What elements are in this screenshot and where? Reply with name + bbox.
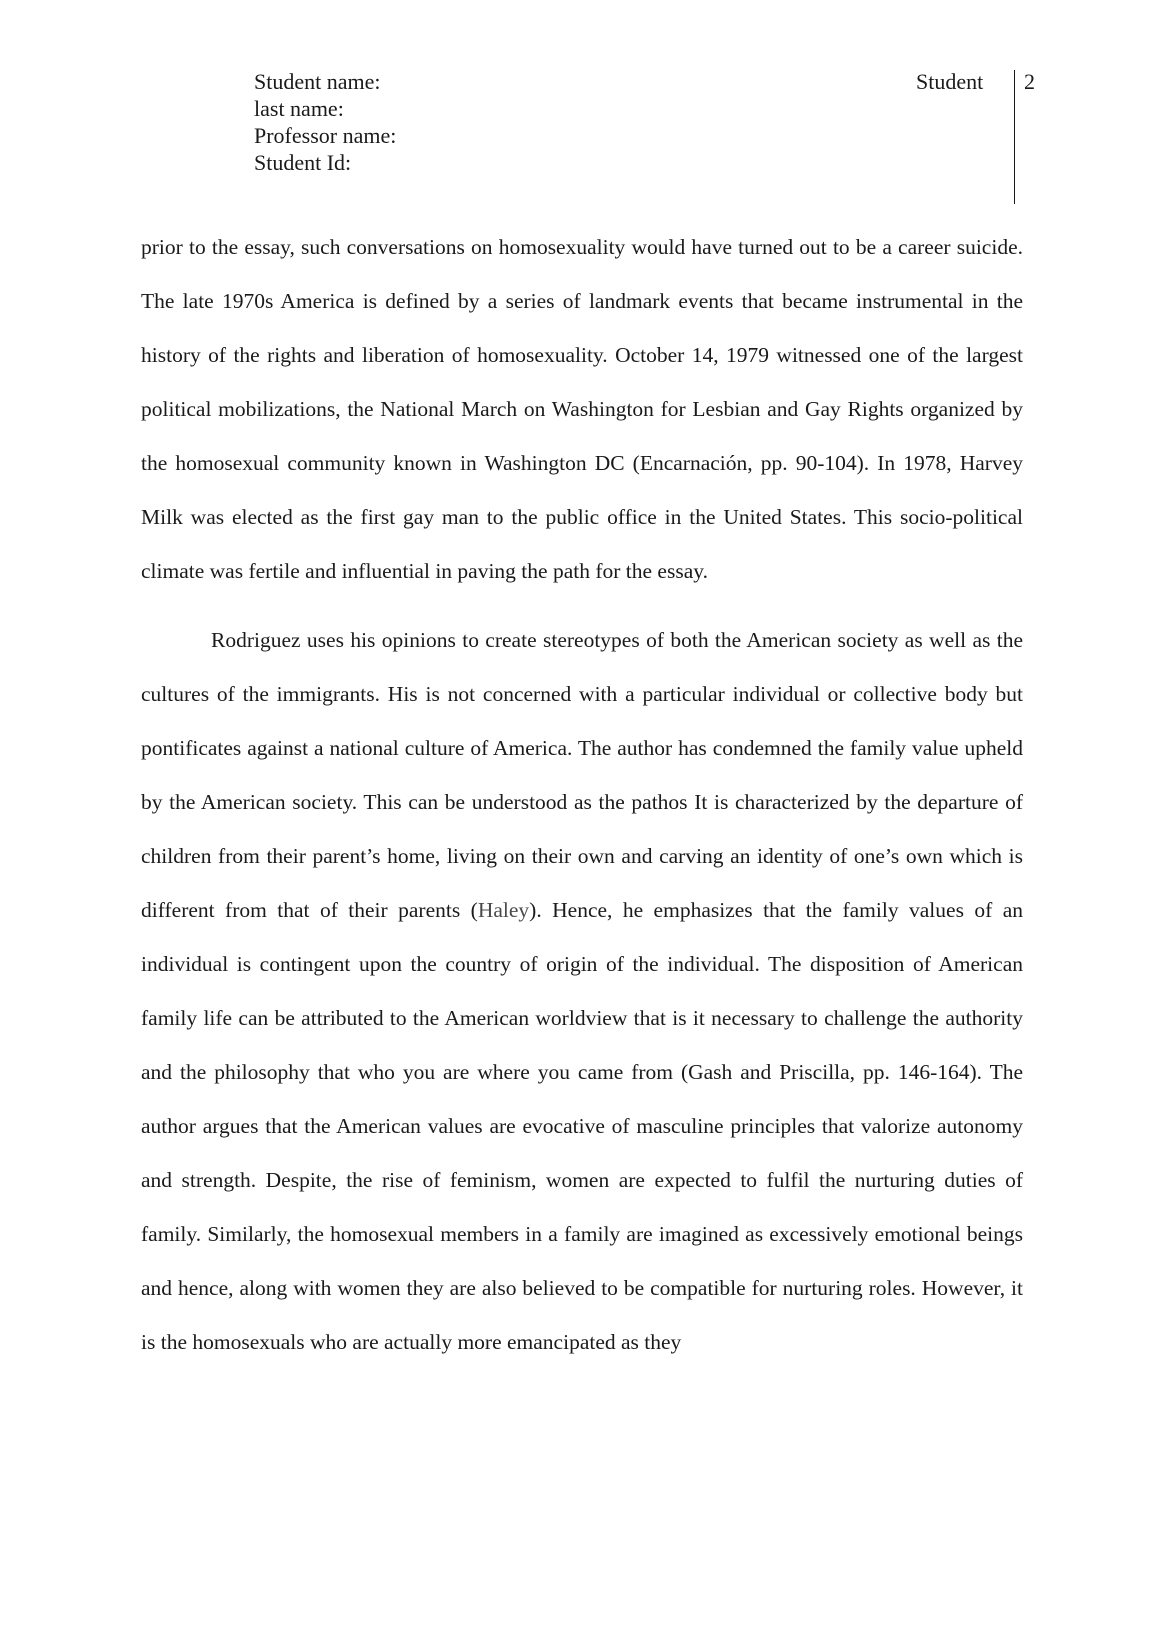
student-info-header [254,68,396,176]
student-name-label: Student name: [254,69,381,94]
header-divider [1014,70,1015,204]
citation-open-paren: ( [470,898,478,922]
last-name-label: last name: [254,96,344,121]
page-number: 2 [1024,69,1035,94]
body-text [141,220,1023,1369]
student-id-label: Student Id: [254,150,352,175]
paragraph-2 [141,613,1023,1369]
citation-haley: Haley [477,898,530,922]
paragraph-1: prior to the essay, such conversations on homosexuality would have turned out to be a career suicide. The late 1970s America is defined by a series of landmark events that became instrumental in the history of the rights and liberation of homosexuality. October 14, 1979 witnessed one of the largest political mobilizations, the National March on Washington for Lesbian and Gay Rights organized by the homosexual community known in Washington DC (Encarnación, pp. 90-104). In 1978, Harvey Milk was elected as the first gay man to the public office in the United States. This socio-political climate was fertile and influential in paving the path for the essay. [141,235,1023,583]
paragraph-2-part-1: Rodriguez uses his opinions to create stereotypes of both the American society as well as the cultures of the immigrants. His is not concerned with a particular individual or collective body but pontificates against a national culture of America. The author has condemned the family value upheld by the American society. This can be understood as the pathos It is characterized by the departure of children from their parent’s home, living on their own and carving an identity of one’s own which is different from that of their parents [141,628,1023,922]
paragraph-2-part-2: ). Hence, he emphasizes that the family values of an individual is contingent upon the country of origin of the individual. The disposition of American family life can be attributed to the American worldview that is it necessary to challenge the authority and the philosophy that who you are where you came from (Gash and Priscilla, pp. 146-164). The author argues that the American values are evocative of masculine principles that valorize autonomy and strength. Despite, the rise of feminism, women are expected to fulfil the nurturing duties of family. Similarly, the homosexual members in a family are imagined as excessively emotional beings and hence, along with women they are also believed to be compatible for nurturing roles. However, it is the homosexuals who are actually more emancipated as they [141,898,1023,1354]
running-head: Student [916,69,984,94]
professor-name-label: Professor name: [254,123,397,148]
